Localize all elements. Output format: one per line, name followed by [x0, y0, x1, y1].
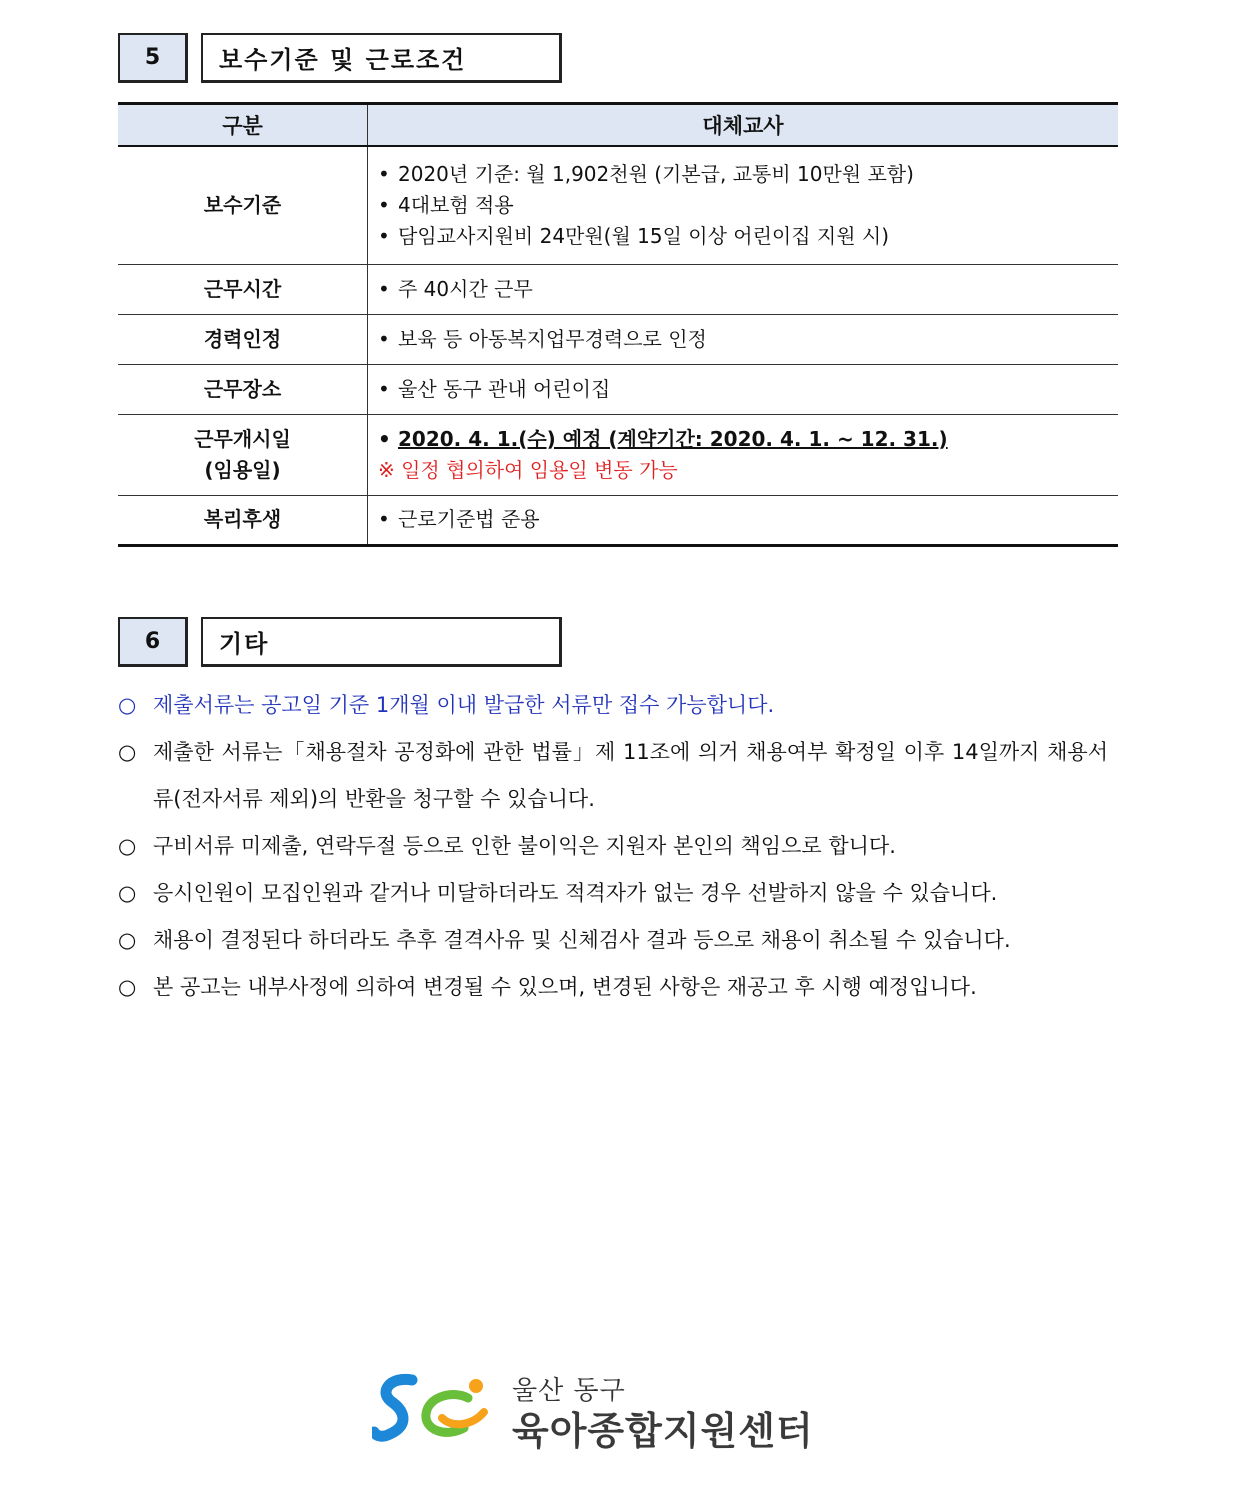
list-item [118, 917, 1108, 964]
table-row-start-date [118, 414, 1118, 495]
bullet-icon: • [378, 161, 390, 186]
bullet-text: 울산 동구 관내 어린이집 [398, 376, 611, 401]
row-label [118, 146, 368, 264]
row-label-text: 근무장소 [203, 376, 282, 401]
bullet-icon: • [378, 223, 390, 248]
note-text: 채용이 결정된다 하더라도 추후 결격사유 및 신체검사 결과 등으로 채용이 취소될 수 있습니다. [153, 928, 1011, 952]
list-item [118, 870, 1108, 917]
list-item [118, 964, 1108, 1011]
row-value [368, 314, 1119, 364]
section-title: 기타 [201, 617, 562, 667]
row-value [368, 364, 1119, 414]
bullet-icon: • [378, 192, 390, 217]
section-title: 보수기준 및 근로조건 [201, 33, 562, 83]
table-row-location [118, 364, 1118, 414]
circle-bullet-icon: ○ [118, 834, 137, 858]
bullet-icon: • [378, 276, 390, 301]
table-row-pay [118, 146, 1118, 264]
circle-bullet-icon: ○ [118, 693, 137, 717]
logo-title: 육아종합지원센터 [512, 1409, 814, 1453]
table-row-welfare [118, 495, 1118, 545]
row-label [118, 414, 368, 495]
bullet-icon: • [378, 426, 391, 451]
logo-subtitle: 울산 동구 [512, 1376, 626, 1406]
childcare-center-logo-icon [372, 1368, 502, 1448]
row-label-text: 근무개시일 [194, 426, 291, 451]
note-text: 제출한 서류는「채용절차 공정화에 관한 법률」제 11조에 의거 채용여부 확정일 이후 14일까지 채용서류(전자서류 제외)의 반환을 청구할 수 있습니다. [153, 740, 1108, 811]
bullet-text: 보육 등 아동복지업무경력으로 인정 [398, 326, 707, 351]
circle-bullet-icon: ○ [118, 928, 137, 952]
bullet-icon: • [378, 507, 390, 531]
circle-bullet-icon: ○ [118, 975, 137, 999]
list-item [118, 823, 1108, 870]
circle-bullet-icon: ○ [118, 881, 137, 905]
schedule-note: ※ 일정 협의하여 임용일 변동 가능 [378, 457, 678, 482]
bullet-line [378, 374, 1117, 405]
section-number: 6 [118, 617, 188, 667]
bullet-line [378, 274, 1117, 305]
circle-bullet-icon: ○ [118, 740, 137, 764]
bullet-line [378, 424, 1117, 455]
row-label-text: 복리후생 [203, 507, 282, 531]
note-text: 응시인원이 모집인원과 같거나 미달하더라도 적격자가 없는 경우 선발하지 않을 수 있습니다. [153, 881, 998, 905]
bullet-line [378, 190, 1117, 221]
note-text: 제출서류는 공고일 기준 1개월 이내 발급한 서류만 접수 가능합니다. [153, 693, 775, 717]
row-label [118, 264, 368, 314]
table-header-row [118, 104, 1118, 147]
note-text: 구비서류 미제출, 연락두절 등으로 인한 불이익은 지원자 본인의 책임으로 합니다. [153, 834, 896, 858]
row-value [368, 264, 1119, 314]
row-label [118, 495, 368, 545]
list-item [118, 729, 1108, 823]
bullet-line [378, 221, 1117, 252]
bullet-text: 주 40시간 근무 [398, 276, 533, 301]
note-text: 본 공고는 내부사정에 의하여 변경될 수 있으며, 변경된 사항은 재공고 후 시행 예정입니다. [153, 975, 977, 999]
row-label-text: (임용일) [204, 457, 281, 482]
notes-list [118, 682, 1108, 1011]
bullet-line [378, 324, 1117, 355]
bullet-icon: • [378, 326, 390, 351]
row-value [368, 414, 1119, 495]
bullet-text: 근로기준법 준용 [398, 507, 540, 531]
section-number: 5 [118, 33, 188, 83]
bullet-line [378, 504, 1117, 535]
bullet-text: 2020. 4. 1.(수) 예정 (계약기간: 2020. 4. 1. ~ 12. 31.) [398, 426, 948, 451]
conditions-table [118, 102, 1118, 547]
table-row-career [118, 314, 1118, 364]
column-header-category: 구분 [118, 104, 368, 147]
bullet-line [378, 159, 1117, 190]
list-item [118, 682, 1108, 729]
bullet-text: 2020년 기준: 월 1,902천원 (기본급, 교통비 10만원 포함) [398, 161, 914, 186]
table-row-hours [118, 264, 1118, 314]
row-label-text: 보수기준 [203, 192, 282, 217]
row-label [118, 364, 368, 414]
row-label-text: 근무시간 [203, 276, 282, 301]
bullet-text: 담임교사지원비 24만원(월 15일 이상 어린이집 지원 시) [398, 223, 890, 248]
row-value [368, 495, 1119, 545]
center-logo [372, 1368, 822, 1453]
bullet-text: 4대보험 적용 [398, 192, 514, 217]
row-value [368, 146, 1119, 264]
row-label [118, 314, 368, 364]
column-header-substitute-teacher: 대체교사 [368, 104, 1119, 147]
bullet-icon: • [378, 376, 390, 401]
row-label-text: 경력인정 [203, 326, 282, 351]
